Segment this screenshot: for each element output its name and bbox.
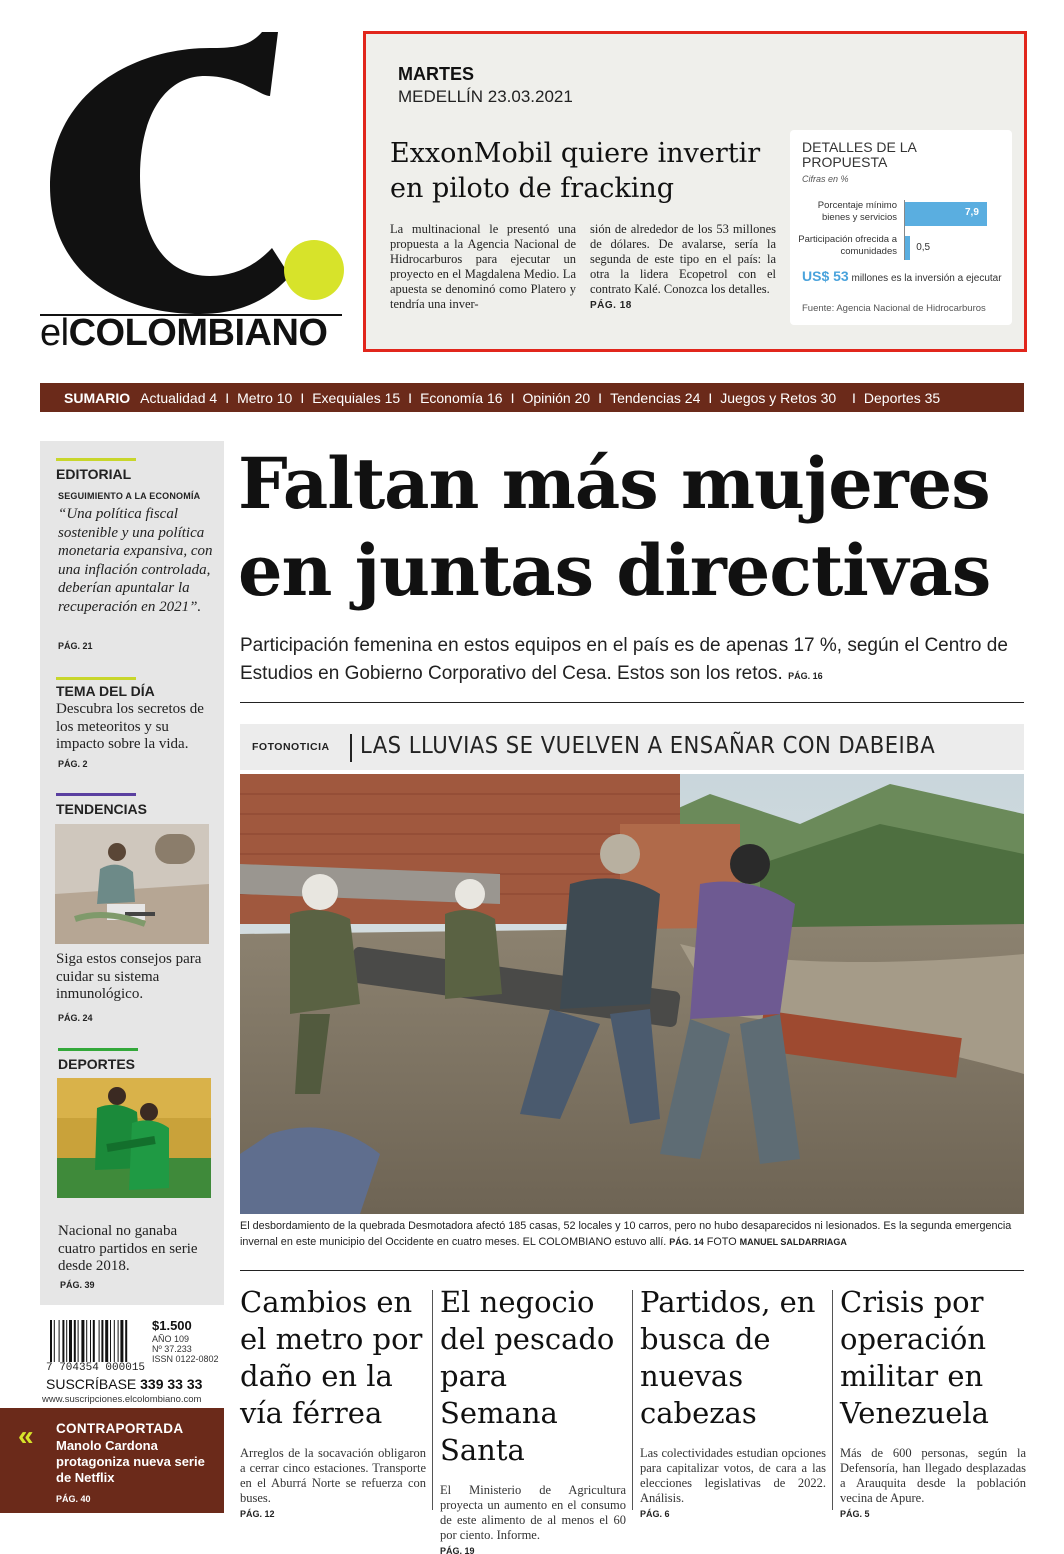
- teaser-text-col2-body: sión de alrededor de los 53 millones de dólares. De avalarse, sería la segunda de este tipo en el país: la otra la lidera Ecopetrol con el contrato Kalé. Conozca los detalles.: [590, 222, 776, 296]
- story-title[interactable]: El negocio del pescado para Semana Santa: [440, 1285, 615, 1467]
- issue-day: MARTES: [398, 64, 474, 84]
- tendencias-page-ref: PÁG. 24: [58, 1013, 93, 1023]
- tema-text: Descubra los secretos de los meteoritos y su impacto sobre la vida.: [56, 701, 204, 752]
- photo-caption: [240, 1218, 1024, 1250]
- sumario-item-tendencias[interactable]: Tendencias 24: [610, 389, 701, 406]
- tema-page-ref: PÁG. 2: [58, 759, 88, 769]
- teaser-title[interactable]: ExxonMobil quiere invertir en piloto de fracking: [390, 138, 761, 204]
- editorial-quote: “Una política fiscal sostenible y una política monetaria expansiva, con una inflación controlada, deberían apuntalar la recuperación en 2021”.: [58, 506, 213, 615]
- photo-caption-text: El desbordamiento de la quebrada Desmotadora afectó 185 casas, 52 locales y 10 carros, pero no hubo desaparecidos ni lesionados. Es la segunda emergencia invernal en este municipio del Occidente en cuatro meses. EL COLOMBIANO estuvo allí.: [240, 1220, 1012, 1248]
- story-card[interactable]: [240, 1284, 426, 1522]
- editorial-kicker: SEGUIMIENTO A LA ECONOMÍA: [58, 491, 201, 501]
- deportes-page-ref: PÁG. 39: [60, 1280, 95, 1290]
- tendencias-accent: [56, 793, 136, 796]
- barcode: [48, 1320, 148, 1362]
- contraportada-text: Manolo Cardona protagoniza nueva serie de Netflix: [56, 1438, 205, 1485]
- tendencias-photo[interactable]: [55, 824, 209, 944]
- photo-credit-label: FOTO: [706, 1236, 737, 1248]
- infobox-bar: [905, 236, 910, 260]
- column-divider: [632, 1290, 633, 1510]
- sales-box: [40, 1318, 226, 1408]
- infobox-bar-value: 0,5: [916, 242, 931, 253]
- teaser-page-ref: PÁG. 18: [590, 300, 632, 311]
- subscribe-label: SUSCRÍBASE: [46, 1376, 137, 1392]
- issue-number: Nº 37.233: [152, 1344, 192, 1354]
- sumario-item-metro[interactable]: Metro 10: [237, 389, 293, 406]
- story-page-ref: PÁG. 5: [840, 1509, 870, 1519]
- logo-wordmark[interactable]: [40, 312, 327, 355]
- sidebar: [40, 441, 224, 1305]
- main-deck-page-ref: PÁG. 16: [788, 671, 823, 681]
- story-text: [840, 1446, 1026, 1522]
- story-text-body: Más de 600 personas, según la Defensoría, han llegado desplazadas a Arauquita desde la población vecina de Apure.: [840, 1446, 1026, 1505]
- divider: [240, 702, 1024, 703]
- fotonoticia-bar: [240, 724, 1024, 770]
- subscribe-phone: 339 33 33: [140, 1376, 203, 1392]
- story-title[interactable]: Cambios en el metro por daño en la vía férrea: [240, 1285, 423, 1430]
- proposal-infobox: [790, 130, 1012, 325]
- subscribe-url[interactable]: www.suscripciones.elcolombiano.com: [42, 1394, 202, 1405]
- infobox-subtitle: Cifras en %: [802, 174, 849, 184]
- story-page-ref: PÁG. 19: [440, 1546, 475, 1554]
- column-divider: [432, 1290, 433, 1510]
- divider: [240, 1270, 1024, 1271]
- sumario-item-juegos[interactable]: Juegos y Retos 30: [720, 389, 837, 406]
- tema-accent: [56, 677, 136, 680]
- infobox-source: Fuente: Agencia Nacional de Hidrocarburos: [802, 303, 986, 314]
- editorial-page-ref: PÁG. 21: [58, 641, 93, 651]
- deportes-text: Nacional no ganaba cuatro partidos en serie desde 2018.: [58, 1223, 198, 1274]
- tema-heading[interactable]: TEMA DEL DÍA: [56, 683, 155, 699]
- issn: ISSN 0122-0802: [152, 1354, 219, 1364]
- barcode-number: 7 704354 000015: [46, 1362, 146, 1374]
- issue-dateline: MEDELLÍN 23.03.2021: [398, 87, 573, 106]
- story-text: [640, 1446, 826, 1522]
- fotonoticia-photo[interactable]: [240, 774, 1024, 1214]
- story-text-body: Arreglos de la socavación obligaron a cerrar cinco estaciones. Transporte en el Aburrá Norte se refuerza con buses.: [240, 1446, 426, 1505]
- tendencias-heading[interactable]: TENDENCIAS: [56, 801, 148, 817]
- story-card[interactable]: [840, 1284, 1026, 1522]
- teaser-text-col2: [590, 222, 776, 313]
- price: $1.500: [152, 1318, 192, 1333]
- infobox-row-label: Porcentaje mínimo bienes y servicios: [817, 200, 897, 223]
- main-headline[interactable]: Faltan más mujeres en juntas directivas: [238, 442, 991, 612]
- fotonoticia-title[interactable]: LAS LLUVIAS SE VUELVEN A ENSAÑAR CON DABEIBA: [360, 733, 936, 759]
- photo-credit-name: MANUEL SALDARRIAGA: [739, 1237, 847, 1247]
- story-text: [440, 1483, 626, 1554]
- deportes-heading[interactable]: DEPORTES: [58, 1056, 136, 1072]
- story-page-ref: PÁG. 6: [640, 1509, 670, 1519]
- sumario-item-actualidad[interactable]: Actualidad 4: [140, 389, 218, 406]
- logo-word-el: el: [40, 312, 69, 354]
- photo-caption-page-ref: PÁG. 14: [669, 1237, 704, 1247]
- sumario-item-deportes[interactable]: Deportes 35: [863, 389, 941, 406]
- tendencias-text: Siga estos consejos para cuidar su sistema inmunológico.: [56, 951, 202, 1002]
- deportes-accent: [58, 1048, 138, 1051]
- story-title[interactable]: Crisis por operación militar en Venezuela: [840, 1285, 989, 1430]
- infobox-title: DETALLES DE LA PROPUESTA: [802, 139, 917, 170]
- story-text-body: Las colectividades estudian opciones para capitalizar votos, de cara a las elecciones legislativas de 2022. Análisis.: [640, 1446, 826, 1505]
- contraportada-page-ref: PÁG. 40: [56, 1494, 91, 1504]
- sumario-bar: SUMARIO Actualidad 4 I Metro 10 I Exequiales 15 I Economía 16 I Opinión 20 I Tendencias 24 I Juegos y Retos 30 I Deportes 35: [40, 383, 1024, 412]
- story-card[interactable]: [440, 1284, 626, 1554]
- contraportada-heading: CONTRAPORTADA: [56, 1421, 184, 1436]
- logo-word-colombiano: COLOMBIANO: [68, 312, 328, 354]
- story-text-body: El Ministerio de Agricultura proyecta un aumento en el consumo de este alimento de al menos el 60 por ciento. Informe.: [440, 1483, 626, 1542]
- sumario-label: SUMARIO: [64, 389, 131, 406]
- infobox-investment: [802, 268, 1002, 284]
- main-deck: [240, 632, 1030, 690]
- main-deck-text: Participación femenina en estos equipos en el país es de apenas 17 %, según el Centro de Estudios en Gobierno Corporativo del Cesa. Estos son los retos.: [240, 635, 1008, 684]
- story-page-ref: PÁG. 12: [240, 1509, 275, 1519]
- teaser-box[interactable]: [363, 31, 1027, 352]
- sumario-item-economia[interactable]: Economía 16: [420, 389, 503, 406]
- infobox-row-label: Participación ofrecida a comunidades: [798, 234, 897, 257]
- infobox-bar-value: 7,9: [965, 207, 979, 218]
- issue-year: AÑO 109: [152, 1334, 190, 1344]
- logo-c-mark: [40, 26, 310, 316]
- sumario-item-exequiales[interactable]: Exequiales 15: [312, 389, 401, 406]
- story-text: [240, 1446, 426, 1522]
- investment-text: millones es la inversión a ejecutar: [851, 273, 1002, 284]
- contraportada-box[interactable]: [0, 1408, 224, 1513]
- sumario-item-opinion[interactable]: Opinión 20: [522, 389, 591, 406]
- investment-amount: US$ 53: [802, 268, 849, 284]
- fotonoticia-label: FOTONOTICIA: [252, 741, 330, 753]
- logo-dot: [284, 240, 344, 300]
- fotonoticia-separator: [350, 734, 352, 762]
- subscribe-line[interactable]: [46, 1376, 202, 1392]
- editorial-accent: [56, 458, 136, 461]
- column-divider: [832, 1290, 833, 1510]
- teaser-text-col1: La multinacional le presentó una propuesta a la Agencia Nacional de Hidrocarburos para ejecutar un proyecto en el Magdalena Medio. La apuesta se denominó como Platero y tendría una inver-: [390, 222, 576, 311]
- story-title[interactable]: Partidos, en busca de nuevas cabezas: [640, 1285, 816, 1430]
- double-chevron-left-icon: «: [18, 1420, 34, 1451]
- editorial-heading[interactable]: EDITORIAL: [56, 466, 132, 482]
- story-card[interactable]: [640, 1284, 826, 1522]
- deportes-photo[interactable]: [57, 1078, 211, 1198]
